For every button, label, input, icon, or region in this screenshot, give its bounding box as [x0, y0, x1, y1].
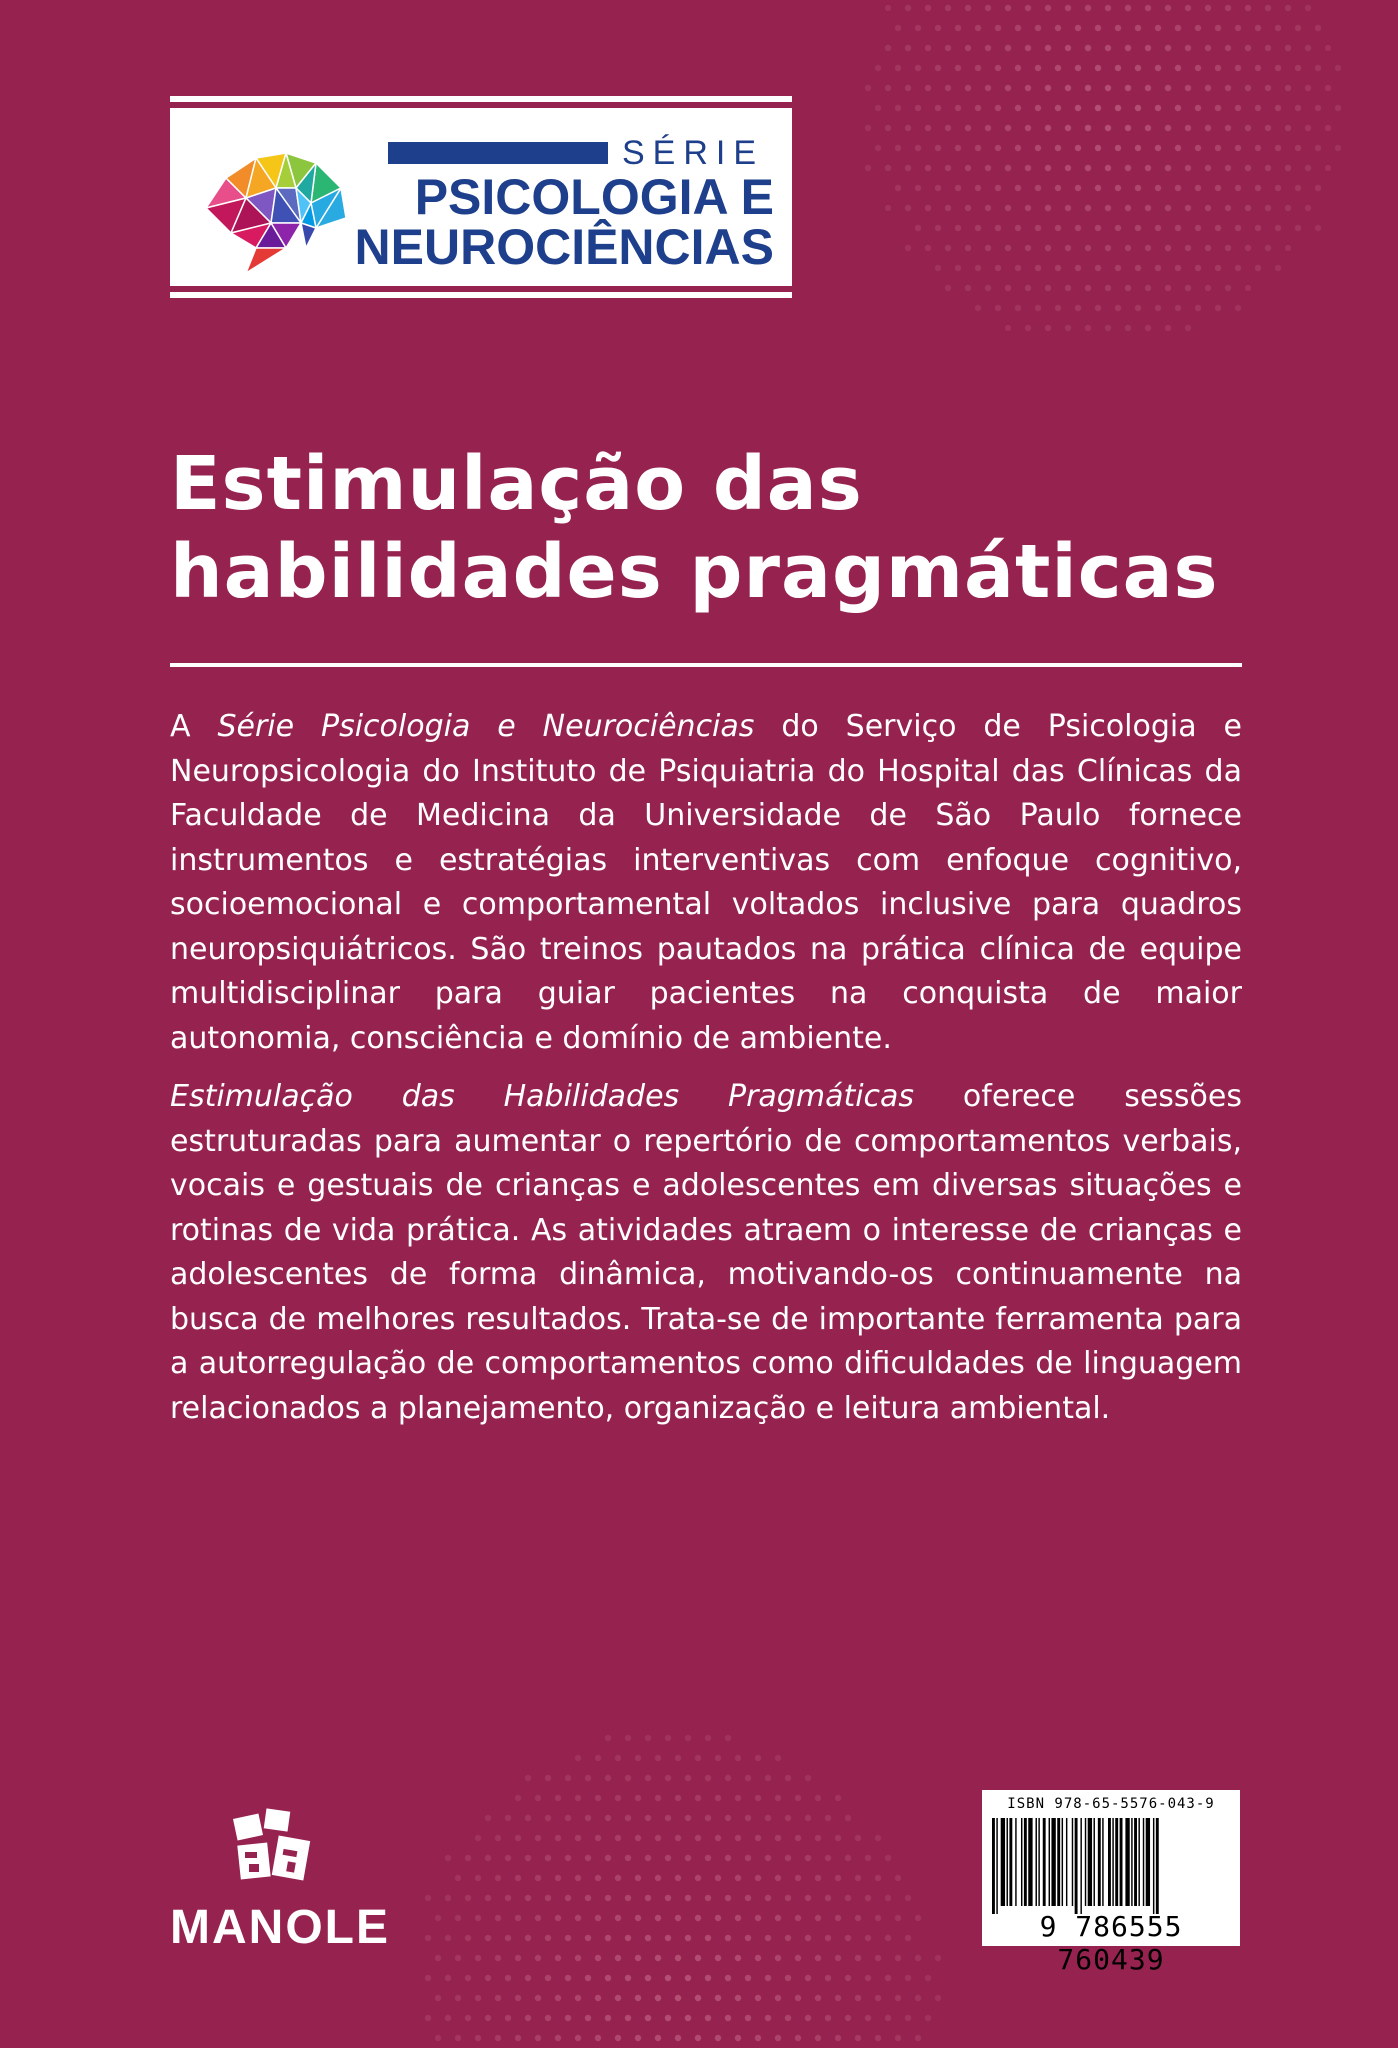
p2-body: oferece sessões estruturadas para aumentar o repertório de comportamentos verbais, vocais e gestuais de crianças e adolescentes em diversas situações e rotinas de vida prática. As atividades atraem o interesse de crianças e adolescentes de forma dinâmica, motivando-os continuamente na busca de melhores resultados. Trata-se de importante ferramenta para a autorregulação de comportamentos como dificuldades de linguagem relacionados a planejamento, organização e leitura ambiental.: [170, 1079, 1242, 1426]
blurb-paragraph-2: [170, 1075, 1242, 1431]
series-label: SÉRIE: [622, 134, 765, 172]
book-title-line2: habilidades pragmáticas: [170, 529, 1219, 615]
isbn-label: ISBN 978-65-5576-043-9: [1007, 1796, 1215, 1812]
barcode-bars: [988, 1818, 1234, 1914]
p1-prefix: A: [170, 709, 218, 744]
back-cover-blurb: [170, 705, 1242, 1445]
series-logo-box: [170, 96, 792, 298]
title-divider: [170, 663, 1242, 667]
brain-network-icon: [186, 138, 356, 278]
series-logo-panel: [170, 108, 792, 286]
series-name-line1: PSICOLOGIA E: [414, 169, 774, 225]
dot-pattern-bottom: [400, 1730, 960, 2048]
dot-pattern-top: [820, 0, 1380, 340]
series-accent-bar: [388, 142, 608, 164]
p2-book-name: Estimulação das Habilidades Pragmáticas: [170, 1079, 915, 1114]
publisher-logo: [170, 1806, 390, 1956]
barcode-digits: 9 786555 760439: [1039, 1910, 1183, 1976]
book-title-line1: Estimulação das: [170, 441, 863, 527]
isbn-barcode: [982, 1790, 1240, 1976]
publisher-name: MANOLE: [170, 1901, 390, 1954]
book-title: [170, 440, 1250, 616]
p1-series-name: Série Psicologia e Neurociências: [217, 709, 755, 744]
series-name: [354, 169, 774, 275]
series-name-line2: NEUROCIÊNCIAS: [354, 219, 774, 275]
manole-logo-icon: [225, 1806, 325, 1886]
series-rule-top: [170, 96, 792, 102]
blurb-paragraph-1: [170, 705, 1242, 1061]
series-rule-bottom: [170, 292, 792, 298]
p1-body: do Serviço de Psicologia e Neuropsicologia do Instituto de Psiquiatria do Hospital das Clínicas da Faculdade de Medicina da Universidade de São Paulo fornece instrumentos e estratégias interventivas com enfoque cognitivo, socioemocional e comportamental voltados inclusive para quadros neuropsiquiátricos. São treinos pautados na prática clínica de equipe multidisciplinar para guiar pacientes na conquista de maior autonomia, consciência e domínio de ambiente.: [170, 709, 1243, 1056]
